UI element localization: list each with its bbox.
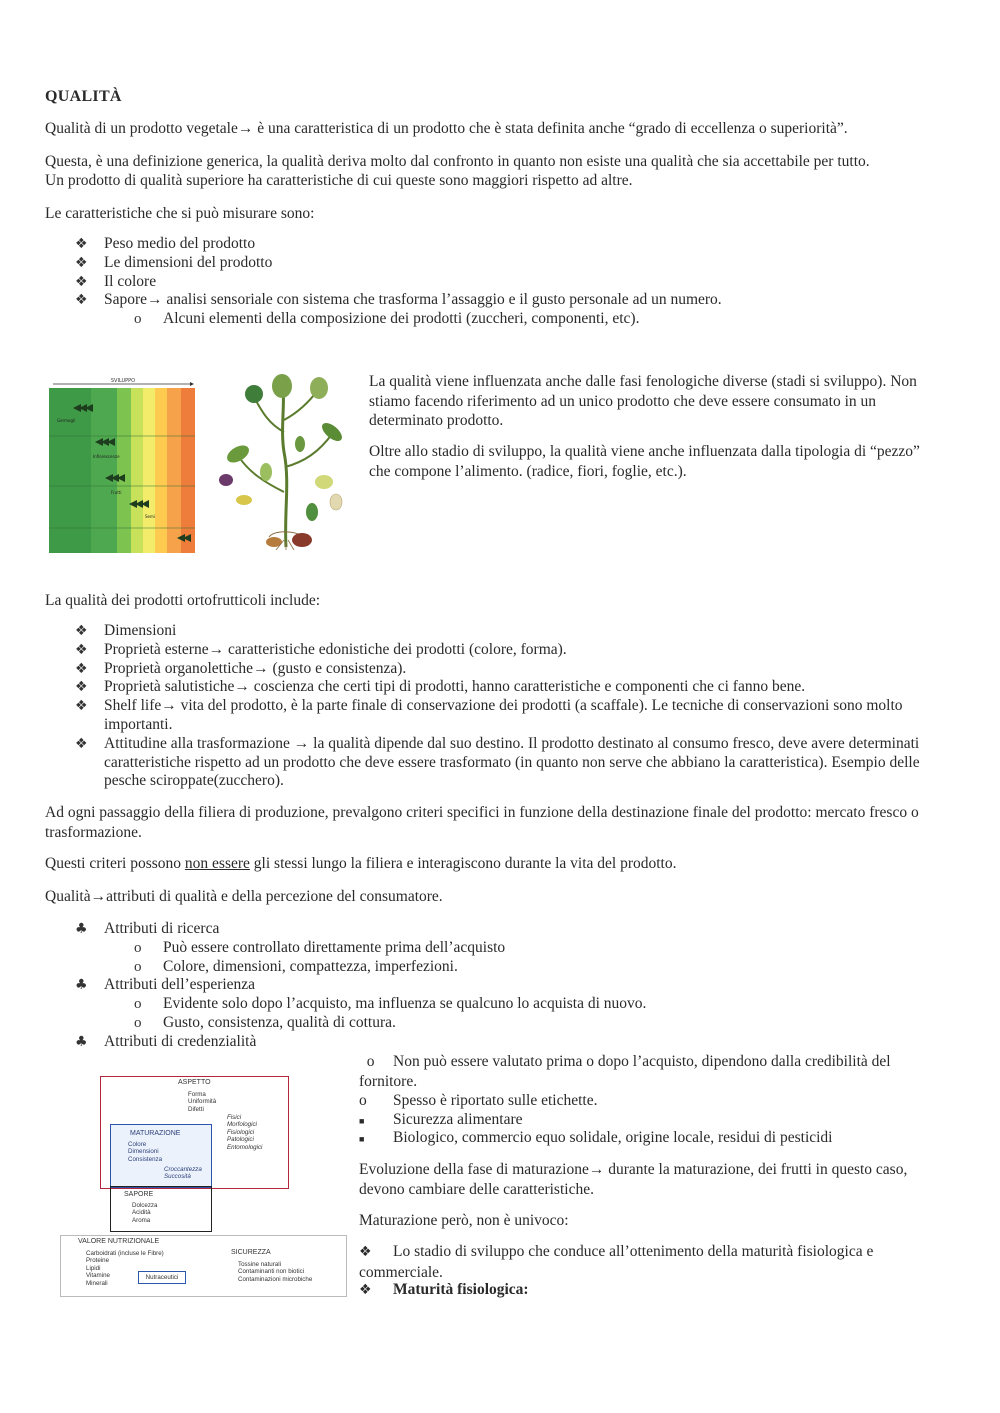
difetti-items: Fisici Morfologici Fisiologici Patologici Entomologici (227, 1114, 263, 1151)
maturazione-items: Colore Dimensioni Consistenza (128, 1141, 163, 1163)
list-subitem: o Può essere controllato direttamente prima dell’acquisto (134, 938, 506, 956)
circle-bullet-icon: o (359, 1092, 367, 1109)
phenology-paragraph-1: La qualità viene influenzata anche dalle fasi fenologiche diverse (stadi si sviluppo). Non stiamo facendo riferimento ad un unico prodotto che deve essere consumato in un determinato prodotto. (369, 373, 917, 429)
circle-bullet-icon: o (134, 311, 142, 328)
list-item: ♣ Attributi di credenzialità (75, 1032, 257, 1050)
cred-item-2: o Spesso è riportato sulle etichette. (359, 1092, 598, 1109)
plant-illustration (214, 372, 354, 550)
phenology-paragraph-2: Oltre allo stadio di sviluppo, la qualità viene anche influenzata dalla tipologia di “pezzo” che compone l’alimento. (radice, fiori, foglie, etc.). (369, 443, 920, 480)
club-bullet-icon: ♣ (75, 977, 88, 994)
diamond-bullet-icon: ❖ (359, 1282, 372, 1298)
generic-paragraph-1: Questa, è una definizione generica, la qualità deriva molto dal confronto in quanto non esiste una qualità che sia accettabile per tutto. (45, 153, 870, 170)
ortho-lead: La qualità dei prodotti ortofrutticoli include: (45, 592, 321, 609)
attributes-lead: Qualità→attributi di qualità e della percezione del consumatore. (45, 888, 443, 905)
circle-bullet-icon: o (134, 939, 142, 956)
sapore-items: Dolcezza Acidità Aroma (132, 1202, 158, 1224)
list-item: ❖ Le dimensioni del prodotto (75, 253, 273, 271)
aspetto-items: Forma Uniformità Difetti (188, 1091, 217, 1113)
diamond-bullet-icon: ❖ (75, 698, 88, 715)
list-subitem: o Colore, dimensioni, compattezza, imperfezioni. (134, 957, 458, 975)
list-subitem: o Evidente solo dopo l’acquisto, ma influenza se qualcuno lo acquista di nuovo. (134, 995, 647, 1013)
circle-bullet-icon: o (359, 1053, 375, 1070)
cred-item-4: ■ Biologico, commercio equo solidale, origine locale, residui di pesticidi (359, 1128, 919, 1150)
diamond-bullet-icon: ❖ (75, 641, 88, 658)
list-subitem: o Alcuni elementi della composizione dei prodotti (zuccheri, componenti, etc). (134, 310, 640, 328)
cred-item-1: o Non può essere valutato prima o dopo l’acquisto, dipendono dalla credibilità del fornitore. (359, 1053, 891, 1090)
diamond-bullet-icon: ❖ (75, 292, 88, 309)
filiera-paragraph-1: Ad ogni passaggio della filiera di produzione, prevalgono criteri specifici in funzione della destinazione finale del prodotto: mercato fresco o trasformazione. (45, 804, 919, 841)
attributes-list (75, 920, 935, 1052)
generic-paragraph-2: Un prodotto di qualità superiore ha caratteristiche di cui queste sono maggiori rispetto ad altre. (45, 172, 633, 189)
sicurezza-items: Tossine naturali Contaminanti non biotici Contaminazioni microbiche (238, 1261, 313, 1283)
diamond-bullet-icon: ❖ (75, 623, 88, 639)
circle-bullet-icon: o (134, 1014, 142, 1031)
sapore-heading: SAPORE (124, 1191, 154, 1198)
circle-bullet-icon: o (134, 958, 142, 975)
phenology-chart (45, 378, 195, 554)
maturazione-note: Maturazione però, non è univoco: (359, 1212, 569, 1229)
diamond-bullet-icon: ❖ (75, 679, 88, 696)
club-bullet-icon: ♣ (75, 921, 88, 937)
valore-heading: VALORE NUTRIZIONALE (78, 1238, 160, 1245)
diamond-bullet-icon: ❖ (75, 660, 88, 677)
club-bullet-icon: ♣ (75, 1033, 88, 1050)
maturazione-heading: MATURAZIONE (130, 1130, 181, 1137)
list-item: ❖ Il colore (75, 272, 157, 290)
list-item: ♣ Attributi di ricerca (75, 920, 220, 937)
pheno-header: SVILUPPO (110, 378, 136, 384)
diamond-bullet-icon: ❖ (75, 236, 88, 252)
sicurezza-heading: SICUREZZA (231, 1249, 271, 1256)
aspetto-heading: ASPETTO (178, 1079, 211, 1086)
list-item: ❖ Proprietà esterne→ caratteristiche edonistiche dei prodotti (colore, forma). (75, 640, 567, 658)
consistenza-items: Croccantezza Succosità (164, 1166, 202, 1181)
list-item: ♣ Attributi dell’esperienza (75, 976, 256, 994)
diamond-bullet-icon: ❖ (75, 735, 88, 752)
square-bullet-icon: ■ (359, 1134, 365, 1144)
page-title: QUALITÀ (45, 88, 122, 105)
measurable-list (75, 235, 935, 329)
maturazione-bullet-2: ❖ Maturità fisiologica: (359, 1280, 919, 1301)
list-item: ❖ Proprietà organolettiche→ (gusto e consistenza). (75, 659, 407, 677)
ortho-list (75, 622, 935, 791)
maturazione-bullet-1: ❖ Lo stadio di sviluppo che conduce all’ottenimento della maturità fisiologica e commerciale. (359, 1243, 874, 1281)
maturazione-paragraph: Evoluzione della fase di maturazione→ durante la maturazione, dei frutti in questo caso, devono cambiare delle caratteristiche. (359, 1161, 908, 1198)
measurable-lead: Le caratteristiche che si può misurare sono: (45, 205, 315, 222)
list-item: ❖ Shelf life→ vita del prodotto, è la parte finale di conservazione dei prodotti (a scaffale). Le tecniche di conservazioni sono molto importanti. (75, 697, 903, 733)
cred-item-3: ■ Sicurezza alimentare (359, 1110, 919, 1132)
definition-paragraph: Qualità di un prodotto vegetale→ è una caratteristica di un prodotto che è stata definita anche “grado di eccellenza o superiorità”. (45, 120, 848, 137)
diamond-bullet-icon: ❖ (75, 254, 88, 271)
quality-diagram (60, 1072, 350, 1297)
valore-items: Carboidrati (incluse le Fibre) Proteine Lipidi Vitamine Minerali (86, 1250, 164, 1287)
list-item: ❖ Proprietà salutistiche→ coscienza che certi tipi di prodotti, hanno caratteristiche e componenti che ci fanno bene. (75, 678, 806, 696)
square-bullet-icon: ■ (359, 1116, 365, 1126)
circle-bullet-icon: o (134, 996, 142, 1013)
list-item: ❖ Peso medio del prodotto (75, 235, 256, 252)
list-item: ❖ Attitudine alla trasformazione → la qualità dipende dal suo destino. Il prodotto destinato al consumo fresco, deve avere determinati caratteristiche rispetto ad un prodotto che deve essere trasformato (in quanto non serve che abbiano la caratteristica). Esempio delle pesche sciroppate(zucchero). (75, 734, 920, 790)
nutraceutici-box: Nutraceutici (138, 1271, 186, 1284)
list-item: ❖ Dimensioni (75, 622, 177, 639)
pheno-label: Infiorescenze (93, 454, 120, 459)
list-subitem: o Gusto, consistenza, qualità di cottura. (134, 1013, 396, 1031)
filiera-paragraph-2: Questi criteri possono non essere gli stessi lungo la filiera e interagiscono durante la vita del prodotto. (45, 855, 677, 872)
pheno-label: Germogli (57, 418, 76, 423)
pheno-overlay (45, 378, 195, 554)
pheno-label: Frutti (111, 490, 122, 495)
diamond-bullet-icon: ❖ (359, 1244, 372, 1260)
pheno-label: Semi (145, 514, 156, 519)
list-item: ❖ Sapore→ analisi sensoriale con sistema che trasforma l’assaggio e il gusto personale ad un numero. (75, 291, 722, 309)
diamond-bullet-icon: ❖ (75, 273, 88, 290)
